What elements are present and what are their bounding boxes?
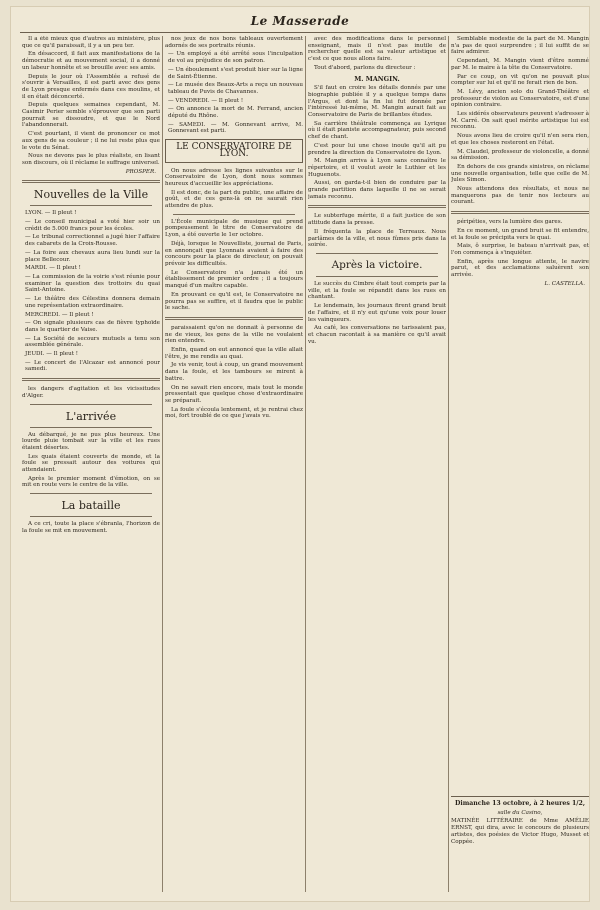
- notice-heading: Dimanche 13 octobre, à 2 heures 1/2,: [454, 800, 586, 807]
- paragraph: En prouvant ce qu'il est, le Conservatoire ne pourra pas se suffire, et il faudra que le public le sache.: [165, 291, 303, 312]
- divider: [30, 493, 152, 494]
- divider: [316, 253, 438, 254]
- article-title-conservatoire: LE CONSERVATOIRE DE LYON.: [165, 139, 303, 162]
- section-divider: [451, 211, 589, 214]
- event-notice: [451, 796, 589, 845]
- paragraph: Semblable modestie de la part de M. Mangin n'a pas de quoi surprendre ; il lui suffit de se faire admirer.: [451, 36, 589, 56]
- paragraph: M. Mangin arriva à Lyon sans connaître le répertoire, et il voulut avoir le Luthier et les Huguenots.: [308, 158, 446, 178]
- notice-text: MATINÉE LITTÉRAIRE de Mme AMÉLIE ERNST, qui dira, avec le concours de plusieurs artistes, des poésies de Victor Hugo, Musset et Coppée.: [451, 818, 589, 845]
- paragraph: On nous adresse les lignes suivantes sur le Conservatoire de Lyon, dont nous sommes heureux d'accueillir les appréciations.: [165, 167, 303, 187]
- paragraph: nos jeux de nos bons tableaux ouvertement adornés de ses portraits réunis.: [165, 36, 303, 49]
- news-item: — Le théâtre des Célestins donnera demain une représentation extraordinaire.: [25, 296, 160, 309]
- news-item: — On annonce la mort de M. Ferrand, ancien député du Rhône.: [168, 106, 303, 120]
- section-title: Nouvelles de la Ville: [33, 188, 149, 202]
- news-item: — VENDREDI. — Il pleut !: [168, 97, 244, 104]
- paragraph: Depuis quelques semaines cependant, M. Casimir Perier semble s'éprouver que son parti pourrait se dissoudre, et que le Nord l'abandonnerait.: [22, 102, 160, 129]
- paragraph: Sa carrière théâtrale commença au Lyrique où il était pianiste accompagnateur, puis second chef de chant.: [308, 120, 446, 141]
- paragraph: M. Lévy, ancien solo du Grand-Théâtre et professeur de violon au Conservatoire, est d'une opinion contraire.: [451, 88, 589, 109]
- news-item: — Un éboulement s'est produit hier sur la ligne de Saint-Étienne.: [168, 66, 303, 80]
- masthead: [20, 12, 580, 33]
- subheading-mangin: M. MANGIN.: [354, 74, 400, 83]
- paragraph: Le succès du Cimbre était tout compris par la ville, et la foule se répandit dans les rues en chantant.: [308, 280, 446, 301]
- paragraph: Enfin, quand on eut annoncé que la ville allait l'être, je me rendis au quai.: [165, 347, 303, 360]
- paragraph: Nous ne devons pas le plus réaliste, en lisant son discours, où il réclame le suffrage universel.: [22, 153, 160, 166]
- paragraph: En dehors de ces grands sinistres, on réclame une nouvelle organisation, telle que celle de M. Jules Simon.: [451, 163, 589, 184]
- column-rule: [305, 36, 306, 892]
- news-item: JEUDI. — Il pleut !: [25, 351, 78, 358]
- divider: [30, 427, 152, 428]
- column-3: [308, 36, 446, 892]
- paragraph: Au café, les conversations ne tarissaient pas, et chacun racontait à sa manière ce qu'il avait vu.: [308, 325, 446, 345]
- divider: [173, 214, 295, 215]
- paragraph: Après le premier moment d'émotion, on se mit en route vers le centre de la ville.: [22, 475, 160, 489]
- paragraph: Au débarqué, je ne pus plus heureux. Une lourde pluie tombait sur la ville et les rues étaient désertes.: [22, 431, 160, 451]
- paragraph: Il a été mieux que d'autres au ministère, plus que ce qu'il paraissait, il y a un peu ter.: [22, 36, 160, 49]
- notice-venue: salle du Casino,: [497, 809, 543, 816]
- paragraph: On ne savait rien encore, mais tout le monde pressentait que quelque chose d'extraordinaire se préparait.: [165, 384, 303, 404]
- paragraph: Les quais étaient couverts de monde, et la foule se pressait autour des voitures qui attendaient.: [22, 453, 160, 474]
- paragraph: Les sidérés observateurs peuvent s'adresser à M. Carré. On sait quel mérite artistique lui est reconnu.: [451, 111, 589, 131]
- column-4: [451, 36, 589, 892]
- divider: [30, 205, 152, 206]
- paragraph: S'il faut en croire les détails donnés par une biographie publiée il y a quelque temps dans l'Argus, et dont la fin lui fut donnée par l'intéressé lui-même, M. Mangin aurait fait au Conservatoire de Paris de brillantes études.: [308, 85, 446, 119]
- news-item: — La commission de la voirie s'est réunie pour examiner la question des trottoirs du quai Saint-Antoine.: [25, 273, 160, 294]
- news-item: — Le concert de l'Alcazar est annoncé pour samedi.: [25, 359, 160, 373]
- news-item: — La Société de secours mutuels a tenu son assemblée générale.: [25, 335, 160, 349]
- paragraph: Par ce coup, on vit qu'on ne pouvait plus compter sur lui et qu'il ne ferait rien de bon.: [451, 73, 589, 87]
- paragraph: En ce moment, un grand bruit se fit entendre, et la foule se précipita vers le quai.: [451, 227, 589, 241]
- paragraph: La foule s'écoula lentement, et je rentrai chez moi, fort troublé de ce que j'avais vu.: [165, 406, 303, 420]
- paragraph: C'est pour lui une chose inouïe qu'il ait pu prendre la direction du Conservatoire de Lyon.: [308, 142, 446, 156]
- news-item: — Le musée des Beaux-Arts a reçu un nouveau tableau de Puvis de Chavannes.: [168, 82, 303, 95]
- paragraph: Tout d'abord, parlons du directeur :: [314, 64, 416, 71]
- paragraph: Cependant, M. Mangin vient d'être nommé par M. le maire à la tête du Conservatoire.: [451, 58, 589, 71]
- news-item: — On signale plusieurs cas de fièvre typhoïde dans le quartier de Vaise.: [25, 320, 160, 333]
- newspaper-title: Le Masserade: [250, 14, 350, 28]
- paragraph: A ce cri, toute la place s'ébranla, l'horizon de la foule se mit en mouvement.: [22, 521, 160, 534]
- news-item: — SAMEDI. — M. Gonnevant arrive, M. Gonnevant est parti.: [168, 121, 303, 135]
- column-2: [165, 36, 303, 892]
- paragraph: En désaccord, il fait aux manifestations de la démocratie et au mouvement social, il a donné un labeur honnête et se brouille avec ses amis.: [22, 51, 160, 71]
- news-item: — Le tribunal correctionnel a jugé hier l'affaire des cabarets de la Croix-Rousse.: [25, 234, 160, 248]
- paragraph: Mais, ô surprise, le bateau n'arrivait pas, et l'on commença à s'inquiéter.: [451, 243, 589, 256]
- paragraph: Le subterfuge mérite, il a fait justice de son attitude dans la presse.: [308, 213, 446, 227]
- news-item: — Un employé a été arrêté sous l'inculpation de vol au préjudice de son patron.: [168, 51, 303, 65]
- news-item: MERCREDI. — Il pleut !: [25, 311, 94, 318]
- article-title-arrivee: L'arrivée: [65, 409, 117, 423]
- section-divider: [22, 180, 160, 183]
- paragraph: Nous attendons des résultats, et nous ne manquerons pas de tenir nos lecteurs au courant.: [451, 186, 589, 206]
- paragraph: péripéties, vers la lumière des gares.: [457, 219, 563, 226]
- paragraph: Il est donc, de la part du public, une affaire de goût, et de ces gens-là on ne saurait rien attendre de plus.: [165, 189, 303, 210]
- divider: [30, 516, 152, 517]
- paragraph: paraissaient qu'on ne donnait à personne de ne de vieux, les gens de la ville ne voulaient rien entendre.: [165, 324, 303, 345]
- article-signature: PROSPER.: [125, 168, 156, 175]
- news-item: MARDI. — Il pleut !: [25, 265, 81, 272]
- paragraph: Aussi, on garda-t-il bien de conduire par la grande partition dans laquelle il ne se serait jamais reconnu.: [308, 180, 446, 200]
- paragraph: M. Claudel, professeur de violoncelle, a donné sa démission.: [451, 148, 589, 162]
- paragraph: Il fréquenta la place de Terreaux. Nous parlâmes de la ville, et nous fûmes pris dans la soirée.: [308, 228, 446, 249]
- divider: [316, 276, 438, 277]
- column-rule: [162, 36, 163, 892]
- column-rule: [448, 36, 449, 892]
- newspaper-page: [10, 6, 590, 902]
- paragraph: Depuis le jour où l'Assemblée a refusé de s'ouvrir à Versailles, il est parti avec des gens de Lyon presque enfermés dans ces moulins, et il en était déconcerté.: [22, 73, 160, 100]
- paragraph: Enfin, après une longue attente, le navire parut, et des acclamations saluèrent son arrivée.: [451, 258, 589, 279]
- paragraph: C'est pourtant, il vient de prononcer ce mot aux gens de sa couleur ; il ne lui reste plus que le vote du Sénat.: [22, 131, 160, 151]
- paragraph: L'École municipale de musique qui prend pompeusement le titre de Conservatoire de Lyon, a été ouverte le 1er octobre.: [165, 218, 303, 239]
- section-divider: [308, 205, 446, 208]
- news-item: LYON. — Il pleut !: [25, 210, 77, 217]
- paragraph: Le Conservatoire n'a jamais été un établissement de premier ordre ; il a toujours manqué d'un maître capable.: [165, 269, 303, 290]
- paragraph: Le lendemain, les journaux firent grand bruit de l'affaire, et il n'y eut qu'une voix pour louer les vainqueurs.: [308, 303, 446, 323]
- column-1: [22, 36, 160, 892]
- article-title-victoire: Après la victoire.: [331, 258, 423, 271]
- section-divider: [165, 317, 303, 320]
- paragraph: les dangers d'agitation et les vicissitudes d'Alger.: [22, 386, 160, 399]
- divider: [30, 404, 152, 405]
- article-signature: L. CASTELLA.: [544, 280, 585, 287]
- paragraph: Déjà, lorsque le Nouvelliste, journal de Paris, en annonçait que Lyonnais avaient à faire des concours pour la place de directeur, on pouvait prévoir les difficultés.: [165, 240, 303, 267]
- news-item: — Le conseil municipal a voté hier soir un crédit de 5.000 francs pour les écoles.: [25, 219, 160, 232]
- news-item: — La foire aux chevaux aura lieu lundi sur la place Bellecour.: [25, 249, 160, 263]
- paragraph: avec des modifications dans le personnel enseignant, mais il n'est pas inutile de rechercher quelle est sa valeur artistique et c'est ce que nous allons faire.: [308, 36, 446, 63]
- paragraph: Je vis venir, tout à coup, un grand mouvement dans la foule, et les tambours se mirent à battre.: [165, 362, 303, 382]
- article-title-bataille: La bataille: [61, 499, 121, 513]
- section-divider: [22, 378, 160, 381]
- paragraph: Nous avons lieu de croire qu'il n'en sera rien, et que les choses resteront en l'état.: [451, 133, 589, 146]
